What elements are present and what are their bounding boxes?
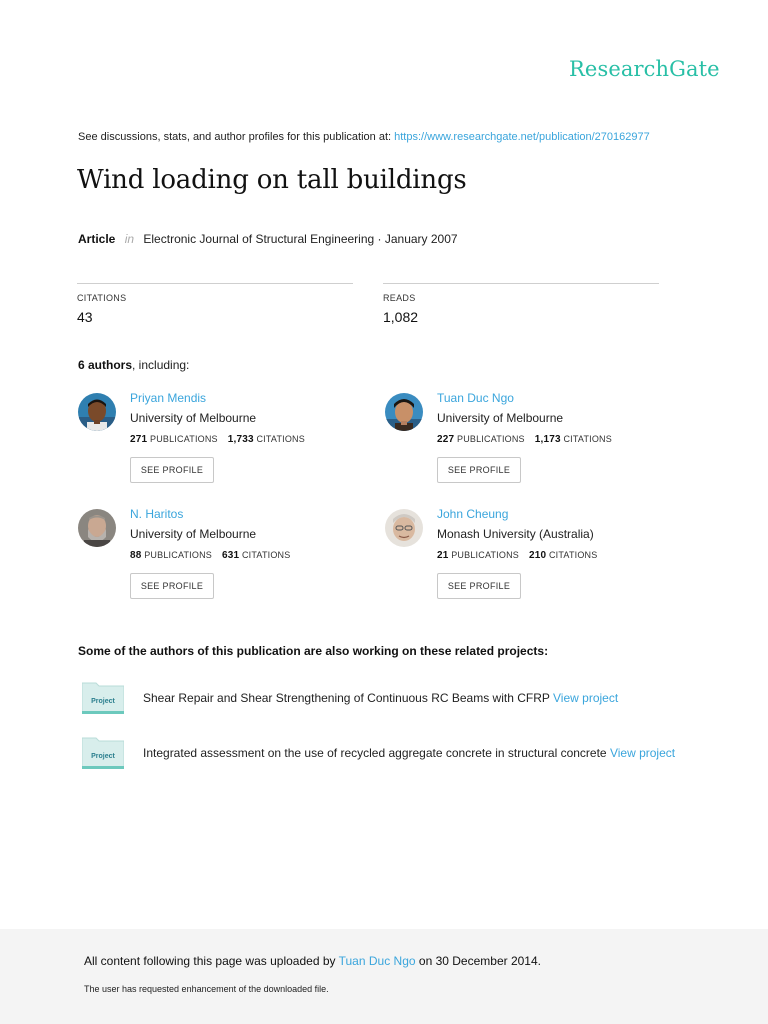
- citations-count: 631: [221, 550, 240, 561]
- discussion-notice: [78, 131, 650, 143]
- journal-date: Electronic Journal of Structural Engineering · January 2007: [143, 232, 458, 246]
- citations-count: 1,173: [534, 434, 561, 445]
- project-folder-icon: [82, 737, 124, 769]
- view-project-link[interactable]: View project: [553, 691, 619, 705]
- citations-label: CITATIONS: [77, 293, 127, 303]
- uploader-link[interactable]: Tuan Duc Ngo: [338, 954, 416, 968]
- publications-label: PUBLICATIONS: [451, 550, 519, 560]
- project-text: [143, 746, 675, 760]
- publications-count: 227: [437, 434, 455, 445]
- project-title: Shear Repair and Shear Strengthening of Continuous RC Beams with CFRP: [143, 691, 550, 705]
- author-name[interactable]: Priyan Mendis: [130, 391, 207, 405]
- project-icon-label: Project: [91, 698, 115, 705]
- article-title: Wind loading on tall buildings: [77, 165, 467, 195]
- author-counts: [437, 434, 612, 445]
- article-type: Article: [78, 232, 116, 246]
- author-institution: University of Melbourne: [130, 527, 257, 541]
- in-connector: in: [124, 232, 135, 246]
- author-avatar[interactable]: [78, 509, 116, 547]
- upload-notice: [84, 954, 541, 968]
- uploaded-suffix: on 30 December 2014.: [418, 954, 541, 968]
- author-name[interactable]: N. Haritos: [130, 507, 184, 521]
- project-item: [82, 682, 702, 716]
- see-profile-button[interactable]: SEE PROFILE: [437, 457, 521, 483]
- project-icon-label: Project: [91, 753, 115, 760]
- author-card: [78, 391, 368, 499]
- author-card: [385, 391, 675, 499]
- citations-label: CITATIONS: [256, 434, 305, 444]
- author-avatar[interactable]: [78, 393, 116, 431]
- author-institution: University of Melbourne: [437, 411, 564, 425]
- citations-label: CITATIONS: [563, 434, 612, 444]
- author-avatar[interactable]: [385, 393, 423, 431]
- article-meta: [78, 232, 458, 246]
- authors-count: 6 authors: [78, 358, 133, 372]
- upload-footer: [0, 929, 768, 1024]
- see-profile-button[interactable]: SEE PROFILE: [130, 457, 214, 483]
- citations-label: CITATIONS: [241, 550, 291, 560]
- citations-count: 210: [528, 550, 547, 561]
- discussion-prefix: See discussions, stats, and author profiles for this publication at:: [78, 131, 392, 143]
- author-card: [78, 507, 368, 615]
- publication-link[interactable]: https://www.researchgate.net/publication/270162977: [394, 131, 650, 143]
- publications-label: PUBLICATIONS: [144, 550, 212, 560]
- author-counts: [437, 550, 597, 561]
- reads-stat: [383, 283, 659, 325]
- author-counts: [130, 434, 305, 445]
- publications-label: PUBLICATIONS: [150, 434, 218, 444]
- author-card: [385, 507, 675, 615]
- researchgate-logo[interactable]: ResearchGate: [569, 57, 720, 81]
- author-name[interactable]: Tuan Duc Ngo: [437, 391, 514, 405]
- projects-heading: Some of the authors of this publication are also working on these related projects:: [78, 644, 549, 658]
- project-text: [143, 691, 618, 705]
- see-profile-button[interactable]: SEE PROFILE: [437, 573, 521, 599]
- publications-count: 271: [130, 434, 148, 445]
- author-institution: Monash University (Australia): [437, 527, 594, 541]
- publications-label: PUBLICATIONS: [457, 434, 525, 444]
- authors-heading-rest: , including:: [132, 358, 190, 372]
- publications-count: 88: [130, 550, 142, 561]
- author-avatar[interactable]: [385, 509, 423, 547]
- see-profile-button[interactable]: SEE PROFILE: [130, 573, 214, 599]
- publications-count: 21: [437, 550, 449, 561]
- author-name[interactable]: John Cheung: [437, 507, 509, 521]
- citations-count: 1,733: [227, 434, 254, 445]
- citations-stat: [77, 283, 353, 325]
- author-institution: University of Melbourne: [130, 411, 257, 425]
- uploaded-prefix: All content following this page was uploaded by: [84, 954, 336, 968]
- citations-value: 43: [77, 309, 93, 325]
- project-title: Integrated assessment on the use of recycled aggregate concrete in structural concrete: [143, 746, 607, 760]
- citations-label: CITATIONS: [548, 550, 598, 560]
- project-folder-icon: [82, 682, 124, 714]
- request-note: The user has requested enhancement of the downloaded file.: [84, 984, 329, 994]
- authors-heading: [78, 358, 189, 372]
- reads-label: READS: [383, 293, 416, 303]
- project-item: [82, 737, 702, 771]
- reads-value: 1,082: [383, 309, 419, 325]
- author-counts: [130, 550, 290, 561]
- view-project-link[interactable]: View project: [609, 746, 676, 760]
